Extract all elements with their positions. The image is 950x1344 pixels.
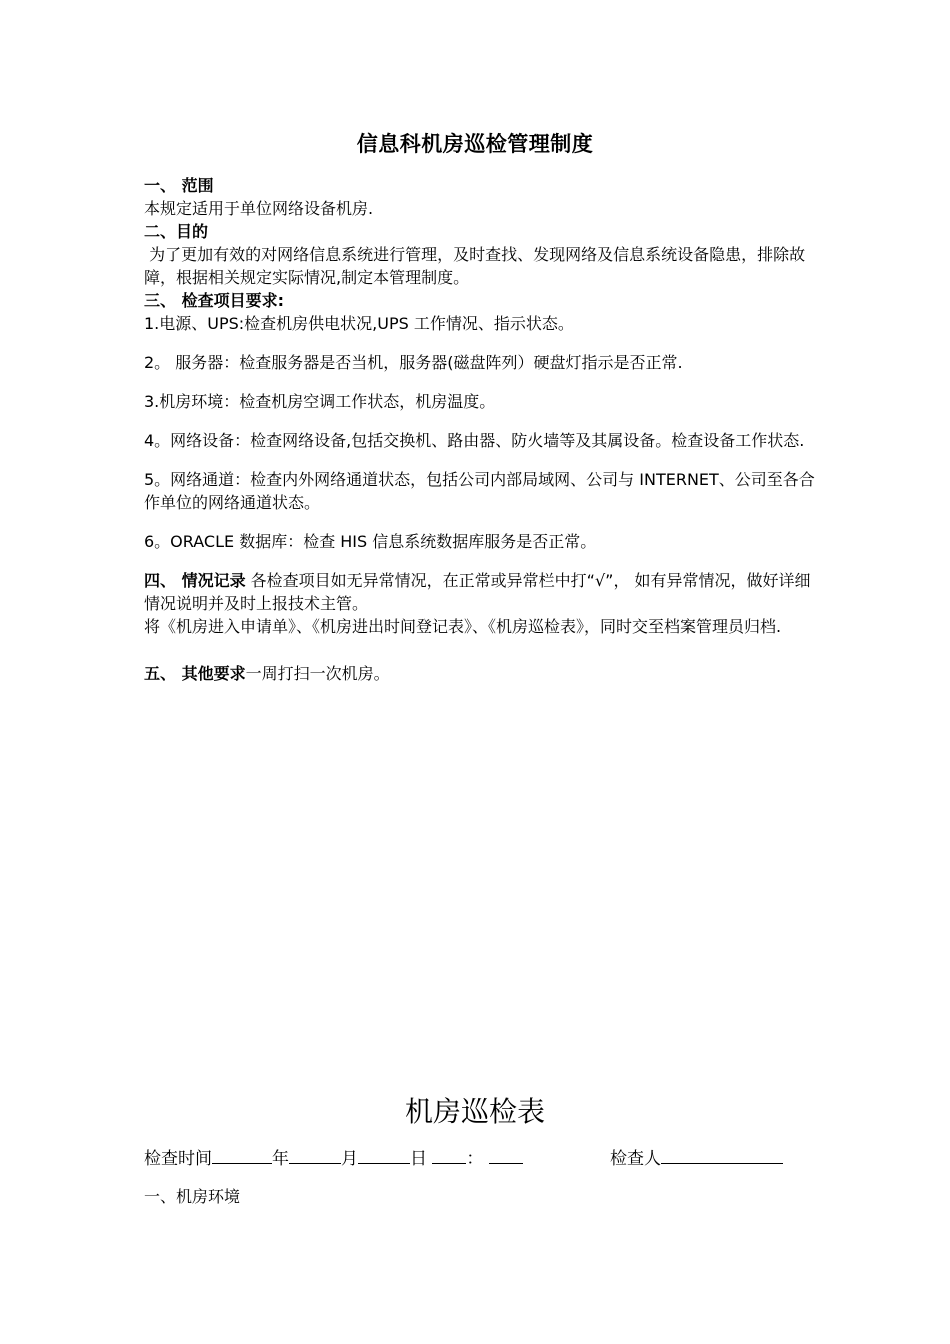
check-item: 4。网络设备：检查网络设备,包括交换机、路由器、防火墙等及其属设备。检查设备工作状态. <box>144 431 805 450</box>
time-colon: ： <box>466 1149 484 1169</box>
section-records <box>144 569 816 615</box>
check-time-line <box>144 1144 523 1169</box>
section-body-archive: 将《机房进入申请单》、《机房进出时间登记表》、《机房巡检表》，同时交至档案管理员归档. <box>144 617 782 636</box>
section-body-records: 各检查项目如无异常情况，在正常或异常栏中打“√”， 如有异常情况，做好详细情况说明并及时上报技术主管。 <box>144 571 811 613</box>
year-blank[interactable] <box>212 1146 272 1164</box>
check-item: 2。 服务器：检查服务器是否当机，服务器(磁盘阵列）硬盘灯指示是否正常. <box>144 353 683 372</box>
section-heading-purpose: 二、目的 <box>144 222 209 241</box>
section-other <box>144 662 816 685</box>
form-title: 机房巡检表 <box>404 1095 545 1128</box>
check-item: 3.机房环境：检查机房空调工作状态，机房温度。 <box>144 392 496 411</box>
check-item: 1.电源、UPS:检查机房供电状况,UPS 工作情况、指示状态。 <box>144 314 574 333</box>
section-body-purpose: 为了更加有效的对网络信息系统进行管理，及时查找、发现网络及信息系统设备隐患，排除故障，根据相关规定实际情况,制定本管理制度。 <box>144 245 806 287</box>
inspector-line <box>610 1144 783 1169</box>
month-blank[interactable] <box>289 1146 341 1164</box>
page-title: 信息科机房巡检管理制度 <box>356 132 594 156</box>
section-body-other: 一周打扫一次机房。 <box>245 664 390 683</box>
hour-blank[interactable] <box>432 1146 466 1164</box>
section-heading-records: 四、 情况记录 <box>144 571 246 590</box>
section-heading-other: 五、 其他要求 <box>144 664 246 683</box>
policy-content <box>144 174 816 685</box>
form-section-heading: 一、机房环境 <box>144 1187 241 1206</box>
check-item: 5。网络通道：检查内外网络通道状态，包括公司内部局域网、公司与 INTERNET、公司至各合作单位的网络通道状态。 <box>144 470 815 512</box>
check-time-label: 检查时间 <box>144 1149 212 1169</box>
inspector-blank[interactable] <box>661 1146 783 1164</box>
minute-blank[interactable] <box>489 1146 523 1164</box>
section-body-scope: 本规定适用于单位网络设备机房. <box>144 199 374 218</box>
day-label: 日 <box>410 1149 427 1169</box>
section-heading-scope: 一、 范围 <box>144 176 214 195</box>
section-heading-check-items: 三、 检查项目要求: <box>144 291 284 310</box>
day-blank[interactable] <box>358 1146 410 1164</box>
inspector-label: 检查人 <box>610 1149 661 1169</box>
month-label: 月 <box>341 1149 358 1169</box>
year-label: 年 <box>272 1149 289 1169</box>
check-item: 6。ORACLE 数据库：检查 HIS 信息系统数据库服务是否正常。 <box>144 532 597 551</box>
